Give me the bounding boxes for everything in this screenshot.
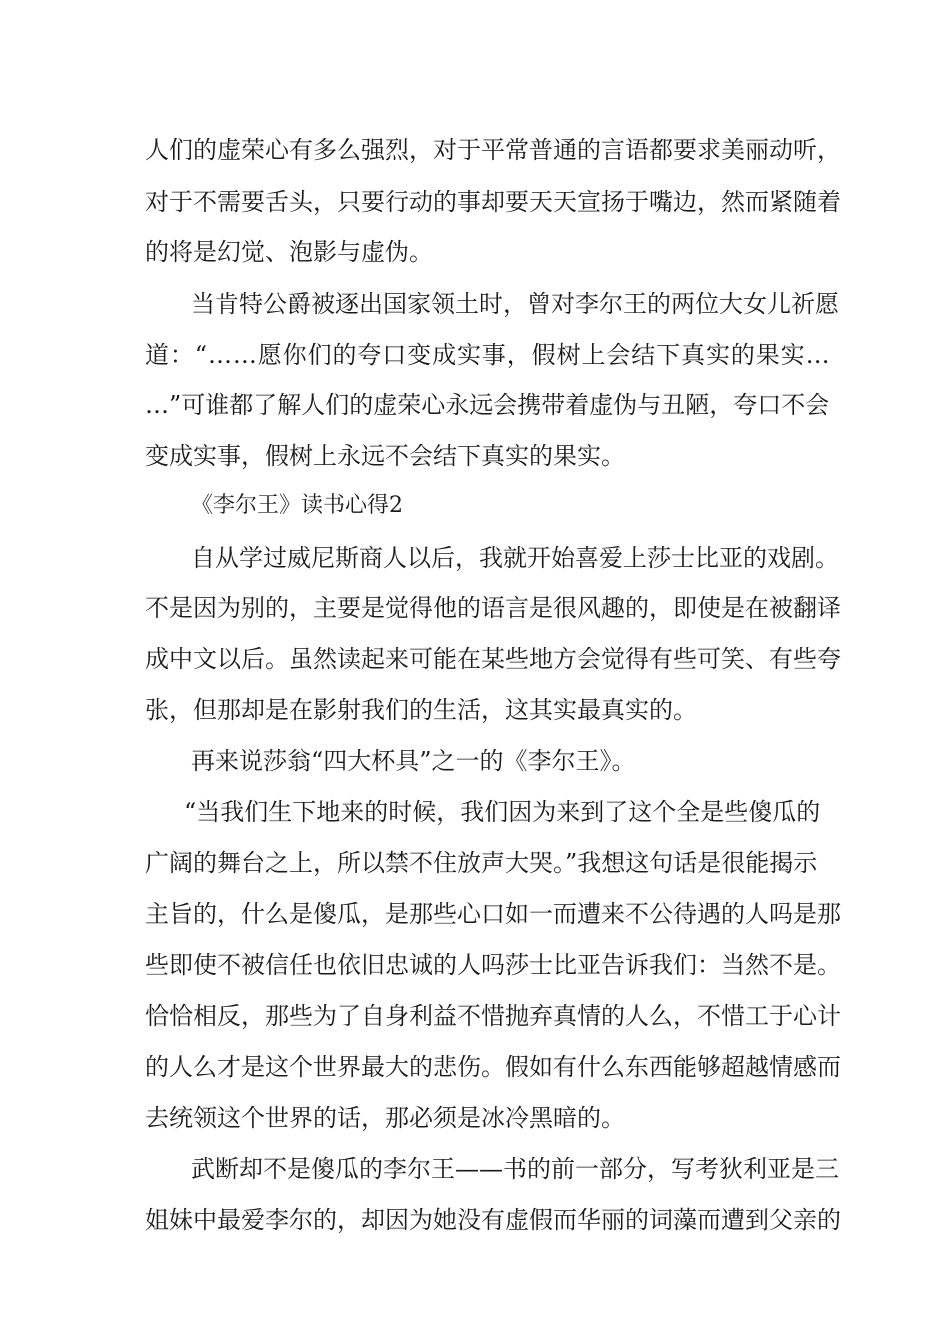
paragraph-line: 主旨的，什么是傻瓜，是那些心口如一而遭来不公待遇的人吗是那 [145, 900, 841, 928]
paragraph-line: 的人么才是这个世界最大的悲伤。假如有什么东西能够超越情感而 [145, 1053, 841, 1081]
section-heading: 《李尔王》读书心得2 [191, 493, 403, 518]
paragraph-line: 不是因为别的，主要是觉得他的语言是很风趣的，即使是在被翻译 [145, 594, 841, 622]
paragraph-line: 变成实事，假树上永远不会结下真实的果实。 [145, 442, 625, 470]
paragraph-line: 自从学过威尼斯商人以后，我就开始喜爱上莎士比亚的戏剧。 [191, 544, 839, 572]
paragraph-line: 当肯特公爵被逐出国家领土时，曾对李尔王的两位大女儿祈愿 [191, 290, 839, 318]
paragraph-line: 道：“……愿你们的夸口变成实事，假树上会结下真实的果实… [145, 341, 831, 369]
paragraph-line: 人们的虚荣心有多么强烈，对于平常普通的言语都要求美丽动听， [145, 136, 841, 164]
paragraph-line: 的将是幻觉、泡影与虚伪。 [145, 238, 433, 266]
paragraph-line: 张，但那却是在影射我们的生活，这其实最真实的。 [145, 696, 697, 724]
paragraph-line: 去统领这个世界的话，那必须是冰冷黑暗的。 [145, 1104, 625, 1132]
paragraph-line: 对于不需要舌头，只要行动的事却要天天宣扬于嘴边，然而紧随着 [145, 188, 841, 216]
paragraph-line: …”可谁都了解人们的虚荣心永远会携带着虚伪与丑陋，夸口不会 [145, 391, 830, 419]
paragraph-line: 再来说莎翁“四大杯具”之一的《李尔王》。 [191, 747, 636, 775]
paragraph-line: 些即使不被信任也依旧忠诚的人吗莎士比亚告诉我们：当然不是。 [145, 951, 841, 979]
paragraph-line: 武断却不是傻瓜的李尔王——书的前一部分，写考狄利亚是三 [191, 1155, 839, 1183]
paragraph-line: 恰恰相反，那些为了自身利益不惜抛弃真情的人么，不惜工于心计 [145, 1002, 841, 1030]
paragraph-line: “当我们生下地来的时候，我们因为来到了这个全是些傻瓜的 [184, 798, 821, 826]
paragraph-line: 广阔的舞台之上，所以禁不住放声大哭。”我想这句话是很能揭示 [145, 849, 818, 877]
paragraph-line: 姐妹中最爱李尔的，却因为她没有虚假而华丽的词藻而遭到父亲的 [145, 1206, 841, 1234]
paragraph-line: 成中文以后。虽然读起来可能在某些地方会觉得有些可笑、有些夸 [145, 645, 841, 673]
